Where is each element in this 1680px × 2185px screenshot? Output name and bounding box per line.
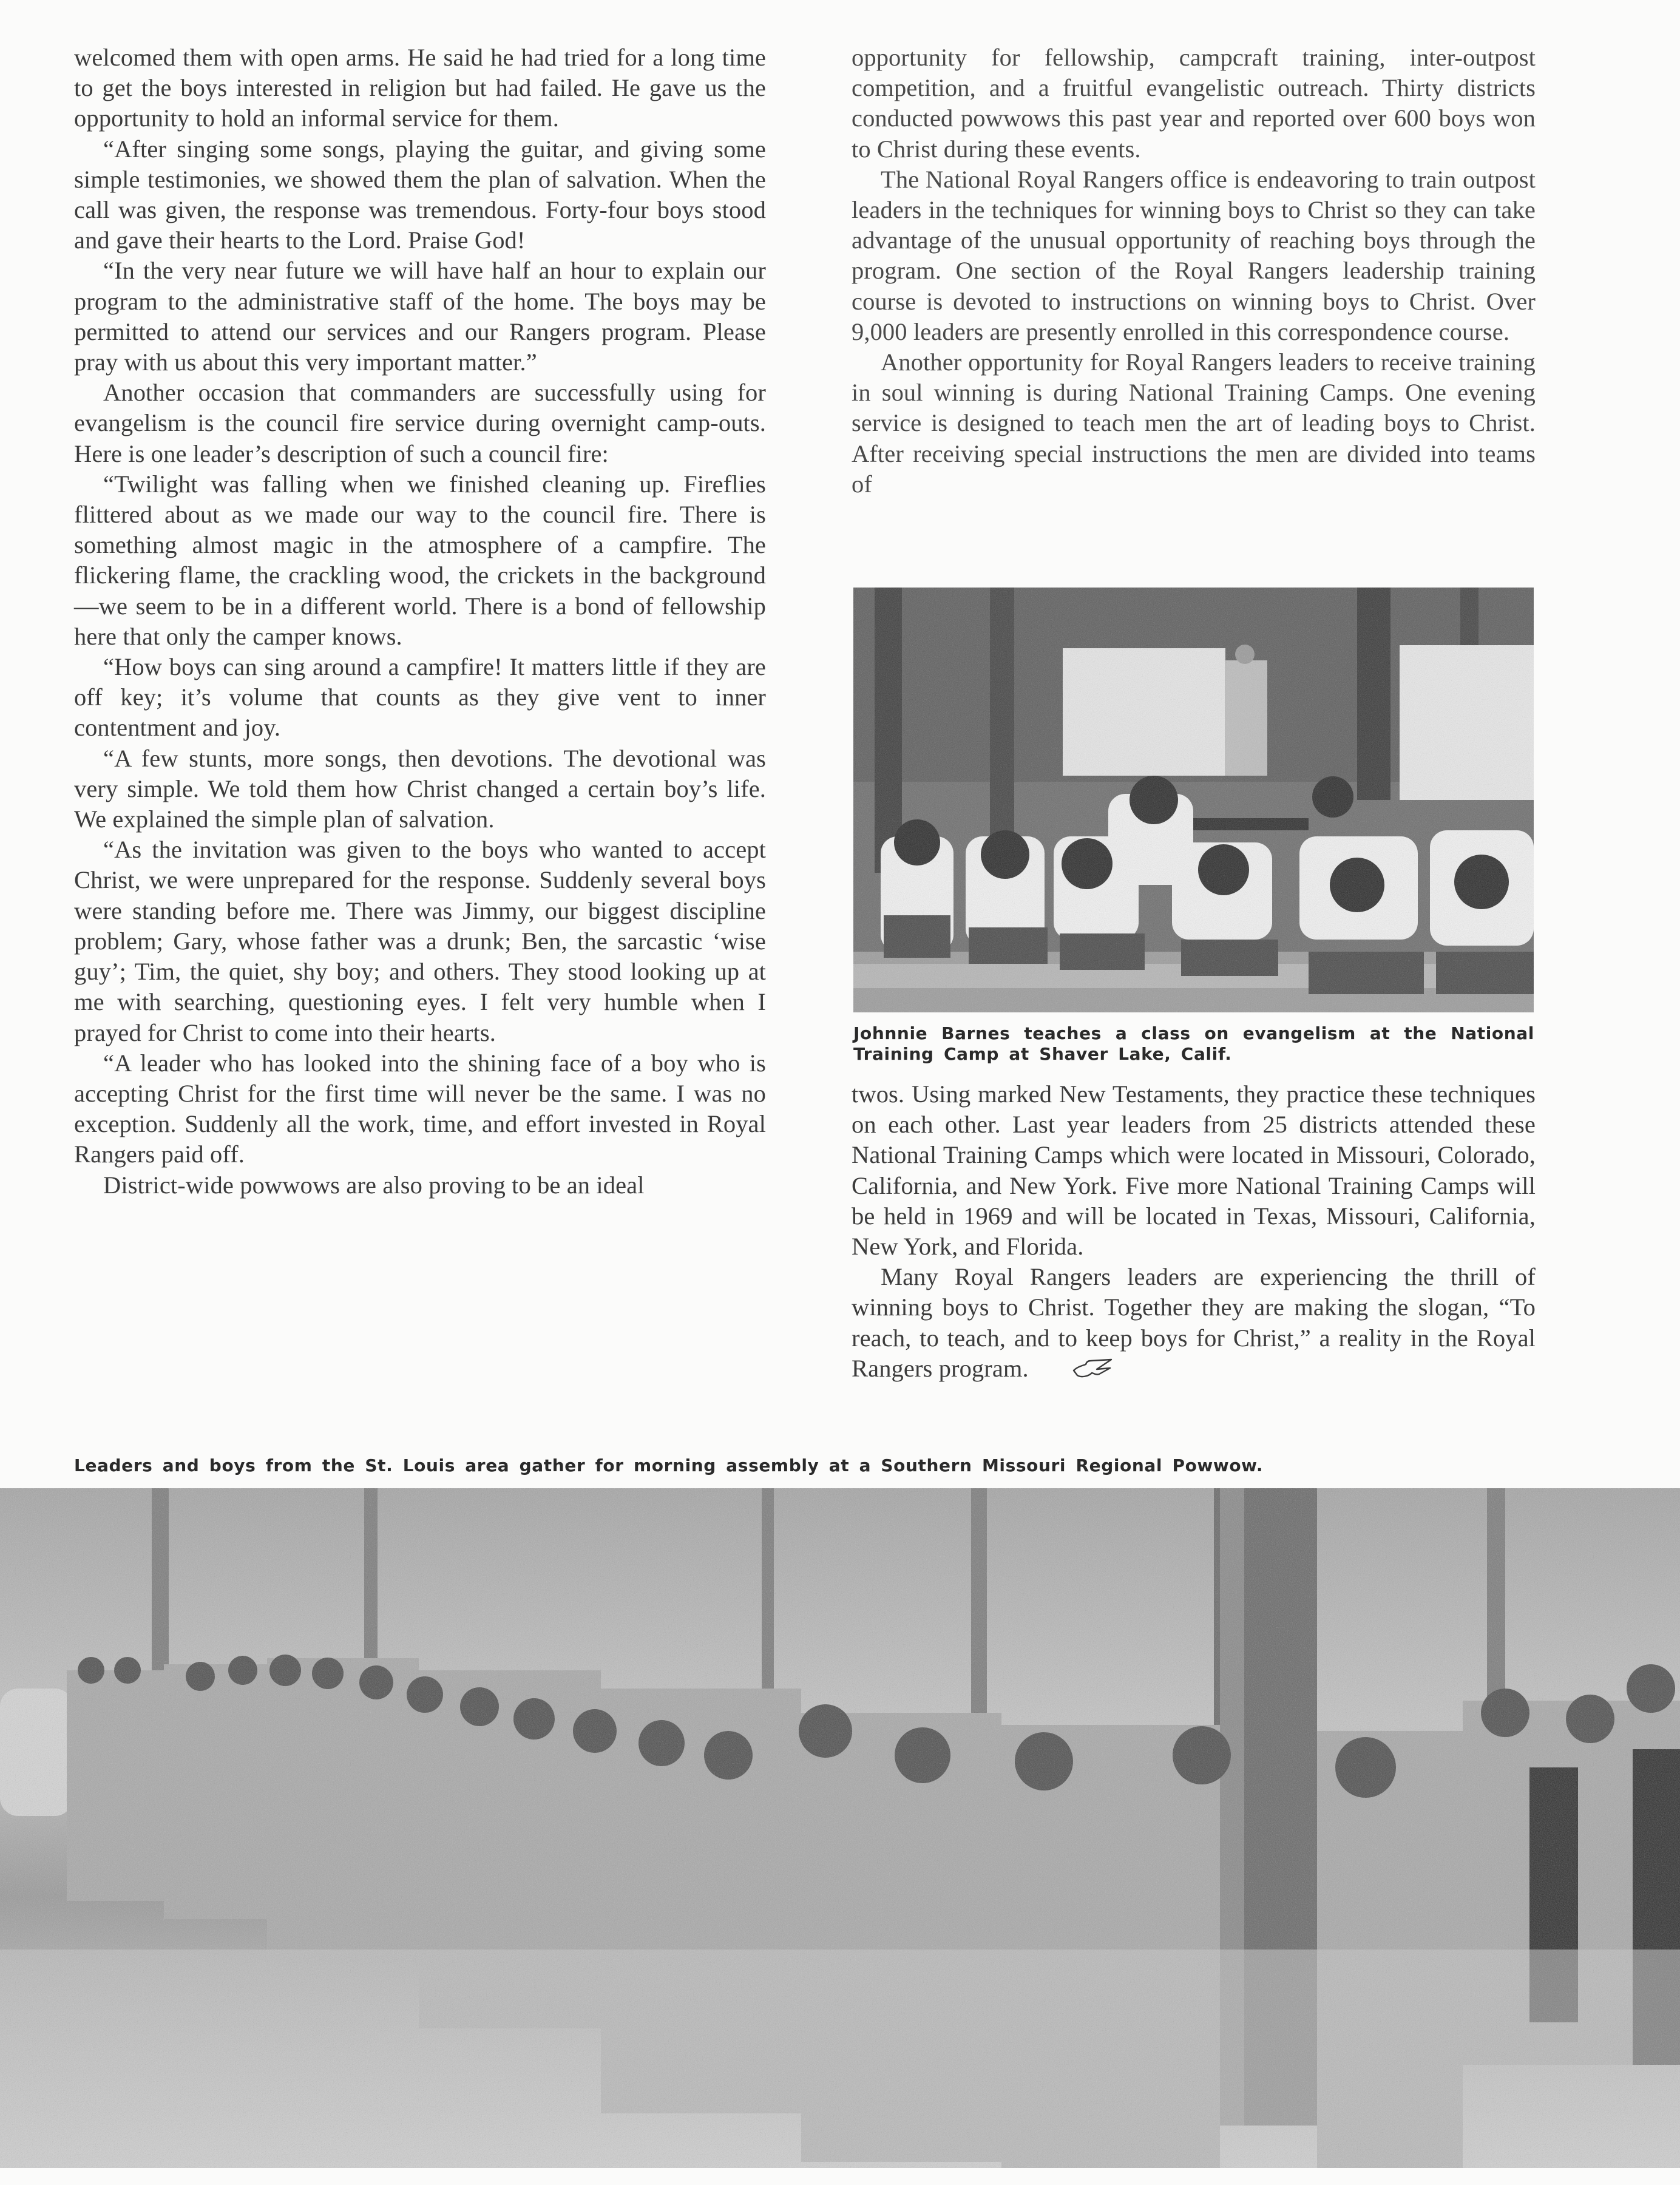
paragraph: “How boys can sing around a campfire! It matters little if they are off key; it’s volume that counts as they give vent to inner contentment and joy. [74,653,766,742]
photo-caption-assembly: Leaders and boys from the St. Louis area gather for morning assembly at a Southern Missouri Regional Powwow. [74,1455,1264,1475]
paragraph: welcomed them with open arms. He said he had tried for a long time to get the boys interested in religion but had failed. He gave us the opportunity to hold an informal service for them. [74,44,766,132]
paragraph: Another occasion that commanders are successfully using for evangelism is the council fire service during overnight camp-outs. Here is one leader’s description of such a council fire: [74,379,766,467]
paragraph: twos. Using marked New Testaments, they practice these techniques on each other. Last year leaders from 25 districts attended these National Training Camps which were located in Missouri, Colorado, California, and New York. Five more National Training Camps will be held in 1969 and will be located in Texas, Missouri, California, New York, and Florida. [852,1080,1536,1261]
photo-training-class [853,588,1534,1012]
paragraph: opportunity for fellowship, campcraft training, inter-outpost competition, and a fruitful evangelistic outreach. Thirty districts conducted powwows this past year and reported over 600 boys won to Christ during these events. [852,44,1536,163]
paragraph: “A few stunts, more songs, then devotions. The devotional was very simple. We told them how Christ changed a certain boy’s life. We explained the simple plan of salvation. [74,744,766,833]
paragraph: “A leader who has looked into the shining face of a boy who is accepting Christ for the first time will never be the same. I was no exception. Suddenly all the work, time, and effort invested in Royal Rangers paid off. [74,1049,766,1168]
paragraph-final-text: Many Royal Rangers leaders are experiencing the thrill of winning boys to Christ. Together they are making the slogan, “To reach, to teach, and to keep boys for Christ,” a reality in the Royal Rangers program. [852,1263,1536,1382]
photo-training-class-image [853,588,1534,1012]
paragraph: The National Royal Rangers office is endeavoring to train outpost leaders in the techniques for winning boys to Christ so they can take advantage of the unusual opportunity of reaching boys through the program. One section of the Royal Rangers leadership training course is devoted to instructions on winning boys to Christ. Over 9,000 leaders are presently enrolled in this correspondence course. [852,165,1536,345]
dove-icon [1042,1356,1086,1377]
paragraph: Another opportunity for Royal Rangers leaders to receive training in soul winning is during National Training Camps. One evening service is designed to teach men the art of leading boys to Christ. After receiving special instructions the men are divided into teams of [852,348,1536,498]
paragraph-final [852,1262,1536,1384]
article-column-left [74,42,766,1201]
paragraph: District-wide powwows are also proving to be an ideal [103,1171,645,1199]
photo-morning-assembly [0,1488,1680,2168]
paragraph: “After singing some songs, playing the guitar, and giving some simple testimonies, we showed them the plan of salvation. When the call was given, the response was tremendous. Forty-four boys stood and gave their hearts to the Lord. Praise God! [74,135,766,254]
paragraph: “Twilight was falling when we finished cleaning up. Fireflies flittered about as we made our way to the council fire. There is something almost magic in the atmosphere of a campfire. The flickering flame, the crackling wood, the crickets in the background—we seem to be in a different world. There is a bond of fellowship here that only the camper knows. [74,470,766,650]
paragraph: “In the very near future we will have half an hour to explain our program to the administrative staff of the home. The boys may be permitted to attend our services and our Rangers program. Please pray with us about this very important matter.” [74,257,766,376]
photo-morning-assembly-image [0,1488,1680,2168]
article-column-right-top [852,42,1536,500]
paragraph: “As the invitation was given to the boys who wanted to accept Christ, we were unprepared for the response. Suddenly several boys were standing before me. There was Jimmy, our biggest discipline problem; Gary, whose father was a drunk; Ben, the sarcastic ‘wise guy’; Tim, the quiet, shy boy; and others. They stood looking up at me with searching, questioning eyes. I felt very humble when I prayed for Christ to come into their hearts. [74,836,766,1046]
article-column-right-bottom [852,1079,1536,1384]
photo-caption-class: Johnnie Barnes teaches a class on evangelism at the National Training Camp at Shaver Lake, Calif. [853,1023,1534,1064]
